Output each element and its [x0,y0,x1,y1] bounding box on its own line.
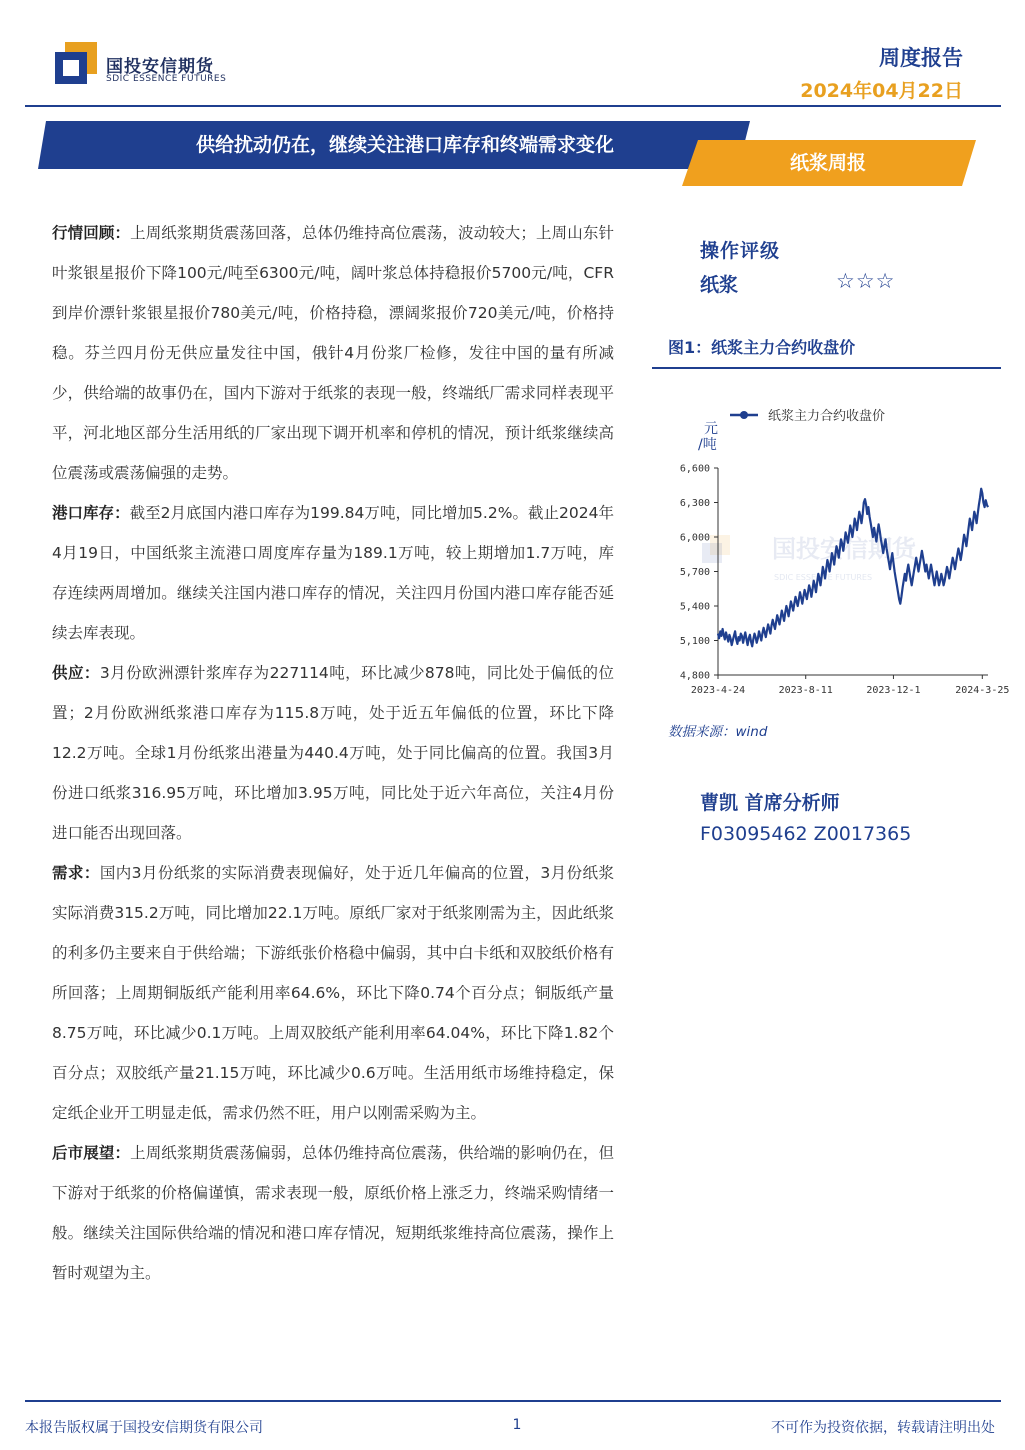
price-line-chart [652,375,1010,710]
figure-title: 图1：纸浆主力合约收盘价 [668,338,856,357]
section-title: 行情回顾： [52,224,131,242]
y-unit-line1: 元 [704,421,718,437]
analyst-ids: F03095462 Z0017365 [700,823,912,845]
section-text: 截至2月底国内港口库存为199.84万吨，同比增加5.2%。截止2024年4月19日，中国纸浆主流港口周度库存量为189.1万吨，较上期增加1.7万吨，库存连续两周增加。继续关注国内港口库存的情况，关注四月份国内港口库存能否延续去库表现。 [52,504,614,642]
y-tick-label: 6,600 [679,463,710,475]
rating-item: 纸浆 [700,274,739,296]
section-title: 供应： [52,664,100,682]
section-outlook [52,1133,614,1293]
x-tick-label: 2023-12-1 [866,685,921,696]
analyst-name: 曹凯 首席分析师 [700,792,840,814]
section-demand [52,853,614,1133]
x-tick-label: 2023-8-11 [778,685,833,696]
y-tick-label: 6,000 [679,532,710,544]
rating-title: 操作评级 [700,240,781,262]
logo-text-cn: 国投安信期货 [106,57,214,77]
watermark-text: 国投安信期货 [772,535,916,563]
section-text: 上周纸浆期货震荡偏弱，总体仍维持高位震荡，供给端的影响仍在，但下游对于纸浆的价格偏谨慎，需求表现一般，原纸价格上涨乏力，终端采购情绪一般。继续关注国际供给端的情况和港口库存情况，短期纸浆维持高位震荡，操作上暂时观望为主。 [52,1144,614,1282]
y-tick-label: 5,700 [679,567,710,578]
x-tick-label: 2024-3-25 [955,685,1010,696]
section-text: 3月份欧洲漂针浆库存为227114吨，环比减少878吨，同比处于偏低的位置；2月份欧洲纸浆港口库存为115.8万吨，处于近五年偏低的位置，环比下降12.2万吨。全球1月份纸浆出港量为440.4万吨，处于同比偏高的位置。我国3月份进口纸浆316.95万吨，环比增加3.95万吨，同比处于近六年高位，关注4月份进口能否出现回落。 [52,664,614,842]
section-text: 国内3月份纸浆的实际消费表现偏好，处于近几年偏高的位置，3月份纸浆实际消费315.2万吨，同比增加22.1万吨。原纸厂家对于纸浆刚需为主，因此纸浆的利多仍主要来自于供给端；下游纸张价格稳中偏弱，其中白卡纸和双胶纸价格有所回落；上周期铜版纸产能利用率64.6%，环比下降0.74个百分点；铜版纸产量8.75万吨，环比减少0.1万吨。上周双胶纸产能利用率64.04%，环比下降1.82个百分点；双胶纸产量21.15万吨，环比减少0.6万吨。生活用纸市场维持稳定，保定纸企业开工明显走低，需求仍然不旺，用户以刚需采购为主。 [52,864,614,1122]
footer-divider [25,1400,1001,1402]
section-supply [52,653,614,853]
y-tick-label: 6,300 [679,498,710,509]
report-type: 周度报告 [879,46,963,70]
footer-disclaimer: 不可作为投资依据，转载请注明出处 [771,1420,995,1436]
logo-text-en: SDIC ESSENCE FUTURES [106,74,227,84]
section-market-review [52,213,614,493]
chart-legend [730,408,885,424]
legend-label: 纸浆主力合约收盘价 [768,409,886,424]
page-number: 1 [512,1417,522,1433]
y-unit-line2: /吨 [698,437,717,453]
figure-divider [652,367,1001,369]
header-divider [25,105,1001,107]
footer-copyright: 本报告版权属于国投安信期货有限公司 [25,1420,263,1436]
y-tick-label: 5,400 [679,601,710,613]
series-line [718,489,988,647]
x-tick-label: 2023-4-24 [690,685,746,696]
section-title: 港口库存： [52,504,130,522]
rating-stars-icon: ☆☆☆ [836,269,896,293]
logo-mark-icon [55,42,97,84]
section-text: 上周纸浆期货震荡回落，总体仍维持高位震荡，波动较大；上周山东针叶浆银星报价下降100元/吨至6300元/吨，阔叶浆总体持稳报价5700元/吨，CFR到岸价漂针浆银星报价780美元/吨，价格持稳，漂阔浆报价720美元/吨，价格持稳。芬兰四月份无供应量发往中国，俄针4月份浆厂检修，发往中国的量有所减少，供给端的故事仍在，国内下游对于纸浆的表现一般，终端纸厂需求同样表现平平，河北地区部分生活用纸的厂家出现下调开机率和停机的情况，预计纸浆继续高位震荡或震荡偏强的走势。 [52,224,614,482]
report-title: 供给扰动仍在，继续关注港口库存和终端需求变化 [195,134,614,156]
section-port-inventory [52,493,614,653]
report-body [52,213,614,1293]
report-date: 2024年04月22日 [800,80,963,102]
section-title: 需求： [52,864,100,882]
watermark-sub: SDIC ESSENCE FUTURES [774,573,873,582]
data-source: 数据来源：wind [668,724,768,740]
y-tick-label: 4,800 [679,670,710,682]
y-tick-label: 5,100 [679,636,710,647]
report-tag: 纸浆周报 [789,152,866,174]
section-title: 后市展望： [52,1144,131,1162]
y-unit-label [698,421,718,453]
